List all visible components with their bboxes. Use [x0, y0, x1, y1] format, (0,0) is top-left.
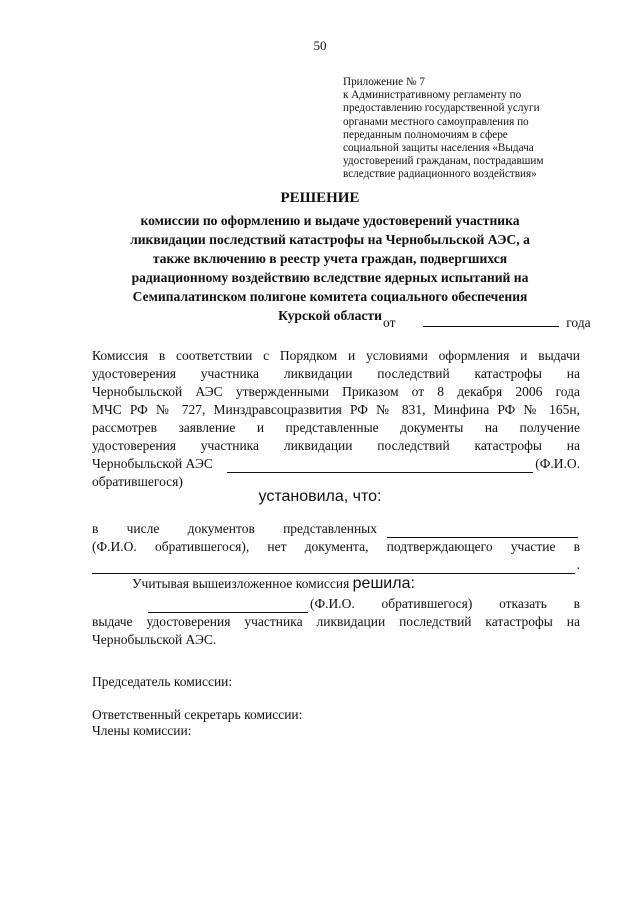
decision-word: решила: — [352, 575, 415, 592]
subtitle-line: комиссии по оформлению и выдаче удостоверений участника — [140, 213, 520, 228]
paragraph-text: (Ф.И.О. обратившегося) отказать в — [310, 596, 580, 611]
subtitle-line: ликвидации последствий катастрофы на Чернобыльской АЭС, а — [130, 232, 530, 247]
annex-line: к Административному регламенту по — [343, 89, 522, 102]
subtitle-line: также включению в реестр учета граждан, подвергшихся — [152, 251, 508, 266]
paragraph-line: Чернобыльской АЭС утвержденными Приказом от 8 декабря 2006 года — [92, 384, 580, 399]
document-title: РЕШЕНИЕ — [280, 190, 360, 206]
paragraph-line: МЧС РФ № 727, Минздравсоцразвития РФ № 831, Минфина РФ № 165н, — [92, 402, 580, 417]
annex-line: социальной защиты населения «Выдача — [343, 142, 534, 155]
date-blank — [423, 314, 559, 327]
paragraph-text: в числе документов представленных — [92, 521, 377, 536]
annex-line: Приложение № 7 — [343, 76, 425, 88]
paragraph-findings — [92, 520, 580, 574]
paragraph-line: рассмотрев заявление и представленные документы на получение — [92, 420, 580, 435]
annex-line: вследствие радиационного воздействия» — [343, 168, 537, 181]
paragraph-text: Чернобыльской АЭС — [92, 456, 213, 471]
applicant-name-blank — [227, 459, 533, 473]
document-subtitle — [110, 211, 550, 325]
paragraph-text: Учитывая вышеизложенное комиссия — [132, 576, 350, 591]
page-number: 50 — [313, 38, 327, 53]
paragraph-line: Комиссия в соответствии с Порядком и условиями оформления и выдачи — [92, 348, 580, 363]
documents-line — [92, 520, 580, 538]
documents-blank — [387, 524, 578, 538]
paragraph-decision — [92, 575, 580, 649]
secretary-signature: Ответственный секретарь комиссии: — [92, 707, 303, 722]
paragraph-line: (Ф.И.О. обратившегося), нет документа, подтверждающего участие в — [92, 539, 580, 554]
participation-blank — [92, 560, 575, 574]
date-suffix: года — [566, 315, 591, 330]
paragraph-text: . — [576, 557, 580, 572]
applicant-name-line — [92, 455, 580, 473]
refusal-line — [92, 595, 580, 613]
paragraph-line: выдаче удостоверения участника ликвидации последствий катастрофы на — [92, 614, 580, 629]
paragraph-line: обратившегося) — [92, 474, 183, 489]
annex-line: удостоверений гражданам, пострадавшим — [343, 155, 544, 168]
paragraph-line: удостоверения участника ликвидации последствий катастрофы на — [92, 438, 580, 453]
members-signature: Члены комиссии: — [92, 723, 192, 738]
chairman-signature: Председатель комиссии: — [92, 674, 233, 689]
paragraph-commission — [92, 347, 580, 491]
paragraph-text: (Ф.И.О. — [535, 456, 580, 471]
paragraph-line: Чернобыльской АЭС. — [92, 632, 217, 647]
paragraph-line: удостоверения участника ликвидации последствий катастрофы на — [92, 366, 580, 381]
annex-line: органами местного самоуправления по — [343, 115, 529, 128]
subtitle-line: Семипалатинском полигоне комитета социального обеспечения — [132, 289, 528, 304]
subtitle-line: Курской области — [278, 308, 382, 323]
established-heading: установила, что: — [258, 488, 382, 505]
date-prefix: от — [383, 315, 396, 330]
annex-line: предоставлению государственной услуги — [343, 102, 540, 115]
date-line — [383, 314, 591, 331]
participation-line — [92, 556, 580, 574]
annex-line: переданным полномочиям в сфере — [343, 128, 508, 141]
decision-intro — [92, 575, 580, 595]
subtitle-line: радиационному воздействию вследствие ядерных испытаний на — [131, 270, 529, 285]
annex-block — [343, 76, 583, 182]
refusal-name-blank — [148, 599, 308, 613]
